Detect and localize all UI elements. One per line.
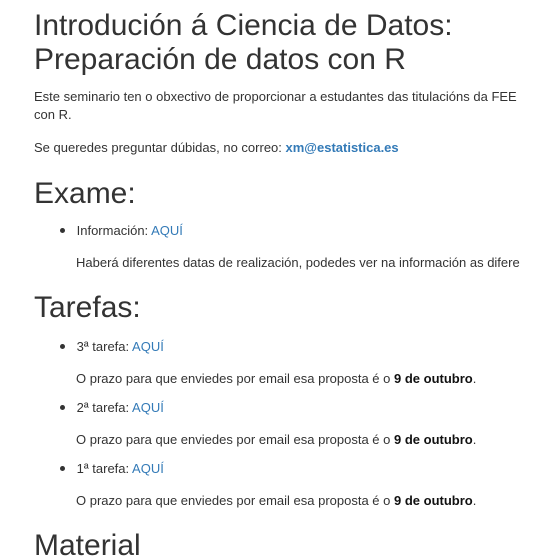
task-note-text: O prazo para que enviedes por email esa proposta é o	[76, 371, 391, 386]
task-deadline: 9 de outubro	[394, 493, 473, 508]
exam-note: Haberá diferentes datas de realización, podedes ver na información as difere	[76, 255, 520, 270]
task-link[interactable]: AQUÍ	[132, 461, 164, 476]
task-deadline: 9 de outubro	[394, 432, 473, 447]
bullet	[60, 344, 65, 349]
task-note-end: .	[472, 371, 477, 386]
exam-heading: Exame:	[34, 177, 136, 210]
page-title: Introdución á Ciencia de Datos: Preparación de datos con R	[34, 9, 453, 76]
task-note	[76, 370, 476, 388]
bullet	[60, 466, 65, 471]
tasks-heading: Tarefas:	[34, 291, 141, 324]
task-item	[60, 399, 164, 417]
material-heading: Material	[34, 529, 141, 560]
bullet	[60, 228, 65, 233]
contact-line	[34, 139, 399, 157]
task-item	[60, 460, 164, 478]
intro-line: Este seminario ten o obxectivo de proporcionar a estudantes das titulacións da FEE	[34, 89, 517, 104]
task-note-text: O prazo para que enviedes por email esa proposta é o	[76, 432, 391, 447]
task-note	[76, 492, 476, 510]
exam-info-link[interactable]: AQUÍ	[151, 223, 183, 238]
intro-text	[34, 88, 517, 106]
email-link[interactable]: xm@estatistica.es	[285, 140, 399, 155]
task-label: 2ª tarefa:	[76, 400, 130, 415]
exam-info-item	[60, 222, 183, 240]
task-label: 3ª tarefa:	[76, 339, 130, 354]
contact-prefix: Se queredes preguntar dúbidas, no correo:	[34, 140, 282, 155]
bullet	[60, 405, 65, 410]
task-label: 1ª tarefa:	[76, 461, 130, 476]
task-link[interactable]: AQUÍ	[132, 400, 164, 415]
exam-info-label: Información:	[76, 223, 149, 238]
task-deadline: 9 de outubro	[394, 371, 473, 386]
intro-text-end: con R.	[34, 107, 72, 122]
task-note-text: O prazo para que enviedes por email esa proposta é o	[76, 493, 391, 508]
task-note-end: .	[472, 493, 477, 508]
task-item	[60, 338, 164, 356]
task-note	[76, 431, 476, 449]
task-link[interactable]: AQUÍ	[132, 339, 164, 354]
task-note-end: .	[472, 432, 477, 447]
